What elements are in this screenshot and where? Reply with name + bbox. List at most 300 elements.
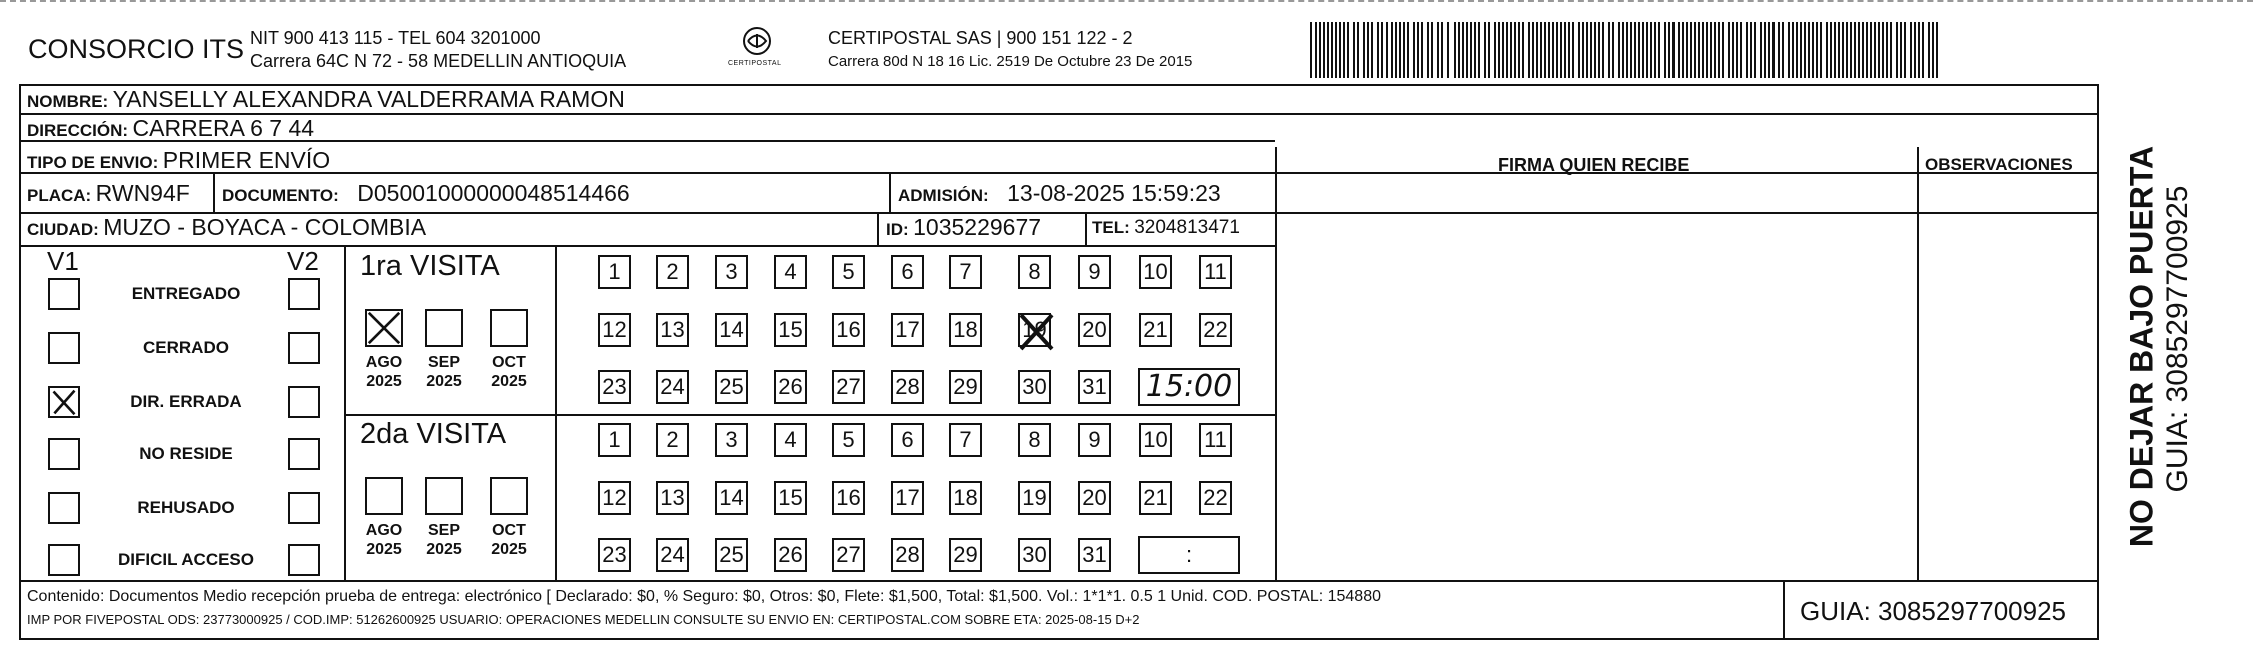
day-box[interactable]: 20: [1078, 313, 1111, 347]
v2-checkbox[interactable]: [288, 332, 320, 364]
barcode-bar: [1678, 22, 1680, 78]
v1-checkbox[interactable]: [48, 492, 80, 524]
tel-field: [1092, 217, 1240, 239]
barcode-bar: [1834, 22, 1836, 78]
barcode-bar: [1403, 22, 1405, 78]
day-box[interactable]: 27: [832, 370, 865, 404]
day-box[interactable]: 31: [1078, 370, 1111, 404]
barcode-bar: [1560, 22, 1562, 78]
month-checkbox[interactable]: [490, 309, 528, 347]
day-box[interactable]: 4: [774, 255, 807, 289]
barcode-bar: [1854, 22, 1856, 78]
top-edge-marks: [0, 0, 2253, 6]
barcode-bar: [1556, 22, 1558, 78]
month-label: OCT 2025: [491, 522, 527, 558]
day-box[interactable]: 27: [832, 538, 865, 572]
tipo-row: [27, 147, 330, 174]
barcode-bar: [1395, 22, 1397, 78]
barcode-bar: [1750, 22, 1752, 78]
barcode-bar: [1578, 22, 1580, 78]
barcode-bar: [1722, 22, 1724, 78]
barcode-bar: [1842, 22, 1844, 78]
status-label: REHUSADO: [137, 498, 235, 517]
month-checkbox[interactable]: [365, 309, 403, 347]
day-box[interactable]: 16: [832, 481, 865, 515]
documento-field: [222, 180, 630, 207]
day-box[interactable]: 15: [774, 481, 807, 515]
label-frame: [19, 84, 2099, 640]
barcode-bar: [1668, 22, 1670, 78]
barcode-bar: [1466, 22, 1468, 78]
barcode-bar: [1658, 22, 1660, 78]
divider: [19, 113, 2099, 115]
barcode-bar: [1694, 22, 1696, 78]
day-box[interactable]: 8: [1018, 423, 1051, 457]
barcode-bar: [1391, 22, 1393, 78]
month-label: SEP 2025: [426, 522, 462, 558]
day-box[interactable]: 25: [715, 538, 748, 572]
tel-value: 3204813471: [1134, 217, 1240, 238]
barcode-bar: [1371, 22, 1373, 78]
day-box[interactable]: 31: [1078, 538, 1111, 572]
v2-checkbox[interactable]: [288, 544, 320, 576]
barcode-bar: [1421, 22, 1423, 78]
barcode-bar: [1399, 22, 1401, 78]
day-box[interactable]: 24: [656, 538, 689, 572]
documento-value: D05001000000048514466: [357, 180, 630, 206]
barcode-bar: [1363, 22, 1365, 78]
barcode-bar: [1804, 22, 1806, 78]
barcode-bar: [1830, 22, 1832, 78]
day-box[interactable]: 8: [1018, 255, 1051, 289]
barcode-bar: [1474, 22, 1476, 78]
month-checkbox[interactable]: [490, 477, 528, 515]
documento-label: DOCUMENTO:: [222, 186, 339, 205]
day-x-mark: [1018, 313, 1055, 351]
placa-field: [27, 180, 190, 207]
barcode-bar: [1706, 22, 1708, 78]
barcode-bar: [1772, 22, 1775, 78]
placa-label: PLACA:: [27, 186, 92, 205]
barcode-bar: [1778, 22, 1780, 78]
barcode-bar: [1454, 22, 1456, 78]
barcode-bar: [1846, 22, 1848, 78]
barcode-bar: [1590, 22, 1592, 78]
day-box[interactable]: 30: [1018, 538, 1051, 572]
v2-checkbox[interactable]: [288, 278, 320, 310]
v1-checkbox[interactable]: [48, 438, 80, 470]
day-box[interactable]: 5: [832, 423, 865, 457]
barcode-bar: [1874, 22, 1876, 78]
barcode-bar: [1728, 22, 1730, 78]
day-box[interactable]: 23: [598, 370, 631, 404]
barcode-bar: [1582, 22, 1584, 78]
barcode-bar: [1718, 22, 1720, 78]
v2-label: V2: [287, 246, 319, 276]
barcode-bar: [1782, 22, 1784, 78]
barcode: [1310, 22, 1944, 78]
day-box[interactable]: 13: [656, 313, 689, 347]
barcode-bar: [1413, 22, 1415, 78]
day-box[interactable]: 26: [774, 370, 807, 404]
divider: [1275, 147, 1277, 580]
day-box[interactable]: 7: [949, 255, 982, 289]
barcode-bar: [1862, 22, 1864, 78]
barcode-bar: [1618, 22, 1620, 78]
ciudad-label: CIUDAD:: [27, 220, 99, 239]
barcode-bar: [1598, 22, 1600, 78]
nombre-label: NOMBRE:: [27, 92, 109, 111]
barcode-bar: [1377, 22, 1379, 78]
barcode-bar: [1698, 22, 1700, 78]
barcode-bar: [1514, 22, 1516, 78]
day-box[interactable]: 6: [891, 423, 924, 457]
barcode-bar: [1702, 22, 1704, 78]
barcode-bar: [1816, 22, 1818, 78]
divider: [1085, 212, 1087, 245]
day-box[interactable]: 23: [598, 538, 631, 572]
v2-checkbox[interactable]: [288, 492, 320, 524]
barcode-bar: [1568, 22, 1570, 78]
day-box[interactable]: 22: [1199, 481, 1232, 515]
barcode-bar: [1612, 22, 1614, 78]
barcode-bar: [1826, 22, 1828, 78]
barcode-bar: [1458, 22, 1460, 78]
v2-checkbox[interactable]: [288, 438, 320, 470]
barcode-bar: [1714, 22, 1716, 78]
side-guia: GUIA: 3085297700925: [2161, 185, 2194, 493]
barcode-bar: [1914, 22, 1916, 78]
day-box[interactable]: 11: [1199, 423, 1232, 457]
day-box[interactable]: 3: [715, 423, 748, 457]
barcode-bar: [1910, 22, 1912, 78]
barcode-bar: [1646, 22, 1648, 78]
divider: [1783, 580, 1785, 640]
barcode-bar: [1353, 22, 1355, 78]
day-box[interactable]: 19: [1018, 313, 1051, 347]
barcode-bar: [1928, 22, 1930, 78]
barcode-bar: [1564, 22, 1566, 78]
barcode-bar: [1932, 22, 1934, 78]
barcode-bar: [1323, 22, 1325, 78]
day-box[interactable]: 16: [832, 313, 865, 347]
day-box[interactable]: 6: [891, 255, 924, 289]
direccion-row: [27, 115, 314, 142]
barcode-bar: [1820, 22, 1822, 78]
barcode-bar: [1498, 22, 1500, 78]
barcode-bar: [1386, 22, 1388, 78]
month-label: OCT 2025: [491, 354, 527, 390]
status-label: CERRADO: [143, 338, 229, 357]
status-label: DIR. ERRADA: [130, 392, 242, 411]
barcode-bar: [1878, 22, 1880, 78]
divider: [19, 245, 1275, 247]
day-box[interactable]: 13: [656, 481, 689, 515]
barcode-bar: [1339, 22, 1341, 78]
day-box[interactable]: 12: [598, 313, 631, 347]
barcode-bar: [1347, 22, 1349, 78]
day-box[interactable]: 29: [949, 538, 982, 572]
barcode-bar: [1896, 22, 1898, 78]
barcode-bar: [1918, 22, 1920, 78]
barcode-bar: [1488, 22, 1490, 78]
barcode-bar: [1427, 22, 1429, 78]
placa-value: RWN94F: [95, 180, 190, 206]
barcode-bar: [1532, 22, 1534, 78]
side-notice: [2104, 84, 2194, 644]
barcode-bar: [1760, 22, 1762, 78]
barcode-bar: [1626, 22, 1628, 78]
day-box[interactable]: 21: [1139, 481, 1172, 515]
divider: [344, 245, 346, 580]
barcode-bar: [1594, 22, 1596, 78]
month-checkbox[interactable]: [425, 477, 463, 515]
day-box[interactable]: 5: [832, 255, 865, 289]
month-checkbox[interactable]: [365, 477, 403, 515]
barcode-bar: [1367, 22, 1369, 78]
month-label: AGO 2025: [365, 354, 403, 390]
divider: [889, 172, 891, 212]
barcode-bar: [1586, 22, 1588, 78]
divider: [555, 245, 557, 580]
day-box[interactable]: 4: [774, 423, 807, 457]
barcode-bar: [1381, 22, 1383, 78]
barcode-bar: [1808, 22, 1810, 78]
day-box[interactable]: 12: [598, 481, 631, 515]
status-label: DIFICIL ACCESO: [117, 550, 254, 569]
barcode-bar: [1800, 22, 1802, 78]
time-box[interactable]: :: [1138, 536, 1240, 574]
admision-label: ADMISIÓN:: [898, 186, 989, 205]
company-name: CONSORCIO ITS: [28, 34, 245, 64]
barcode-bar: [1682, 22, 1684, 78]
barcode-bar: [1536, 22, 1538, 78]
barcode-bar: [1319, 22, 1321, 78]
direccion-label: DIRECCIÓN:: [27, 121, 129, 140]
barcode-bar: [1310, 22, 1312, 78]
day-box[interactable]: 29: [949, 370, 982, 404]
day-box[interactable]: 1: [598, 255, 631, 289]
barcode-bar: [1510, 22, 1512, 78]
barcode-bar: [1552, 22, 1554, 78]
barcode-bar: [1572, 22, 1574, 78]
barcode-bar: [1622, 22, 1624, 78]
barcode-bar: [1866, 22, 1868, 78]
nombre-row: [27, 86, 625, 113]
barcode-bar: [1672, 22, 1675, 78]
v1-checkbox[interactable]: [48, 386, 80, 418]
barcode-bar: [1331, 22, 1333, 78]
barcode-bar: [1792, 22, 1794, 78]
id-value: 1035229677: [913, 214, 1042, 240]
barcode-bar: [1788, 22, 1790, 78]
logo-lettering: CERTIPOSTAL: [728, 60, 782, 67]
id-field: [886, 214, 1041, 241]
barcode-bar: [1470, 22, 1472, 78]
barcode-bar: [1886, 22, 1888, 78]
nombre-value: YANSELLY ALEXANDRA VALDERRAMA RAMON: [112, 86, 625, 112]
month-label: SEP 2025: [426, 354, 462, 390]
barcode-bar: [1343, 22, 1345, 78]
day-box[interactable]: 15: [774, 313, 807, 347]
barcode-bar: [1407, 22, 1409, 78]
footer-impresion: IMP POR FIVEPOSTAL ODS: 23773000925 / COD.IMP: 51262600925 USUARIO: OPERACIONES MEDELLIN CONSULTE SU ENVIO EN: CERTIPOSTAL.COM SOBRE ETA: 2025-08-15 D+2: [27, 612, 1140, 627]
ciudad-value: MUZO - BOYACA - COLOMBIA: [103, 214, 427, 240]
barcode-bar: [1357, 22, 1359, 78]
barcode-bar: [1327, 22, 1329, 78]
tipo-value: PRIMER ENVÍO: [162, 147, 331, 173]
company-address: Carrera 64C N 72 - 58 MEDELLIN ANTIOQUIA: [250, 51, 627, 71]
day-box[interactable]: 10: [1139, 423, 1172, 457]
barcode-bar: [1796, 22, 1798, 78]
status-label: ENTREGADO: [131, 284, 241, 303]
barcode-bar: [1664, 22, 1666, 78]
certipostal-logo: [724, 24, 790, 74]
day-box[interactable]: 24: [656, 370, 689, 404]
barcode-bar: [1850, 22, 1852, 78]
footer-guia: GUIA: 3085297700925: [1800, 596, 2066, 626]
id-label: ID:: [886, 220, 909, 239]
no-dejar-bajo-puerta: NO DEJAR BAJO PUERTA: [2123, 145, 2160, 548]
day-box[interactable]: 17: [891, 313, 924, 347]
barcode-bar: [1890, 22, 1892, 78]
day-box[interactable]: 9: [1078, 255, 1111, 289]
barcode-bar: [1754, 22, 1756, 78]
barcode-bar: [1522, 22, 1524, 78]
barcode-bar: [1740, 22, 1742, 78]
company-nit-tel: NIT 900 413 115 - TEL 604 3201000: [250, 28, 541, 48]
barcode-bar: [1736, 22, 1738, 78]
barcode-bar: [1746, 22, 1748, 78]
barcode-bar: [1812, 22, 1814, 78]
visit-2-title: 2da VISITA: [360, 418, 507, 450]
barcode-bar: [1494, 22, 1496, 78]
barcode-bar: [1922, 22, 1924, 78]
direccion-value: CARRERA 6 7 44: [132, 115, 315, 141]
barcode-bar: [1528, 22, 1530, 78]
divider: [213, 172, 215, 212]
day-box[interactable]: 10: [1139, 255, 1172, 289]
v2-checkbox[interactable]: [288, 386, 320, 418]
barcode-bar: [1502, 22, 1504, 78]
status-label: NO RESIDE: [139, 444, 233, 463]
day-box[interactable]: 11: [1199, 255, 1232, 289]
v1-checkbox[interactable]: [48, 332, 80, 364]
barcode-bar: [1484, 22, 1486, 78]
observaciones-label: OBSERVACIONES: [1925, 155, 2073, 174]
day-box[interactable]: 28: [891, 370, 924, 404]
barcode-bar: [1315, 22, 1317, 78]
day-box[interactable]: 3: [715, 255, 748, 289]
barcode-bar: [1431, 22, 1433, 78]
day-box[interactable]: 2: [656, 423, 689, 457]
barcode-bar: [1764, 22, 1766, 78]
barcode-bar: [1518, 22, 1520, 78]
day-box[interactable]: 22: [1199, 313, 1232, 347]
barcode-bar: [1478, 22, 1480, 78]
barcode-bar: [1710, 22, 1712, 78]
barcode-bar: [1447, 22, 1449, 78]
divider: [1917, 147, 1919, 580]
divider: [344, 414, 1275, 416]
barcode-bar: [1686, 22, 1688, 78]
barcode-bar: [1654, 22, 1656, 78]
barcode-bar: [1732, 22, 1734, 78]
day-box[interactable]: 19: [1018, 481, 1051, 515]
barcode-bar: [1900, 22, 1902, 78]
day-box[interactable]: 7: [949, 423, 982, 457]
barcode-bar: [1544, 22, 1546, 78]
day-box[interactable]: 25: [715, 370, 748, 404]
v1-checkbox[interactable]: [48, 278, 80, 310]
month-checkbox[interactable]: [425, 309, 463, 347]
day-box[interactable]: 2: [656, 255, 689, 289]
divider: [19, 172, 2099, 174]
barcode-bar: [1838, 22, 1840, 78]
day-box[interactable]: 21: [1139, 313, 1172, 347]
day-box[interactable]: 18: [949, 313, 982, 347]
barcode-bar: [1858, 22, 1860, 78]
v1-label: V1: [47, 246, 79, 276]
barcode-bar: [1634, 22, 1636, 78]
day-box[interactable]: 14: [715, 313, 748, 347]
month-label: AGO 2025: [365, 522, 403, 558]
barcode-bar: [1602, 22, 1604, 78]
footer-contenido: Contenido: Documentos Medio recepción prueba de entrega: electrónico [ Declarado: $0, % Seguro: $0, Otros: $0, Flete: $1,500, Total: $1,500. Vol.: 1*1*1. 0.5 1 Unid. COD. POSTAL: 154880: [27, 588, 1381, 605]
barcode-bar: [1882, 22, 1884, 78]
time-box[interactable]: 15:00: [1138, 368, 1240, 406]
barcode-bar: [1870, 22, 1872, 78]
visit-1-title: 1ra VISITA: [360, 250, 500, 282]
firma-label: FIRMA QUIEN RECIBE: [1498, 155, 1690, 175]
divider: [19, 580, 2099, 582]
barcode-bar: [1462, 22, 1464, 78]
day-box[interactable]: 14: [715, 481, 748, 515]
tipo-label: TIPO DE ENVIO:: [27, 153, 159, 172]
carrier-address: Carrera 80d N 18 16 Lic. 2519 De Octubre 23 De 2015: [828, 53, 1193, 70]
day-box[interactable]: 18: [949, 481, 982, 515]
barcode-bar: [1335, 22, 1337, 78]
day-box[interactable]: 20: [1078, 481, 1111, 515]
day-box[interactable]: 9: [1078, 423, 1111, 457]
tel-label: TEL:: [1092, 218, 1130, 237]
barcode-bar: [1608, 22, 1610, 78]
carrier-name: CERTIPOSTAL SAS | 900 151 122 - 2: [828, 28, 1133, 48]
barcode-bar: [1548, 22, 1550, 78]
day-box[interactable]: 17: [891, 481, 924, 515]
day-box[interactable]: 30: [1018, 370, 1051, 404]
barcode-bar: [1417, 22, 1419, 78]
barcode-bar: [1904, 22, 1906, 78]
barcode-bar: [1690, 22, 1692, 78]
barcode-bar: [1650, 22, 1652, 78]
barcode-bar: [1638, 22, 1640, 78]
day-box[interactable]: 26: [774, 538, 807, 572]
barcode-bar: [1441, 22, 1443, 78]
barcode-bar: [1506, 22, 1508, 78]
day-box[interactable]: 1: [598, 423, 631, 457]
barcode-bar: [1642, 22, 1644, 78]
barcode-bar: [1936, 22, 1938, 78]
admision-value: 13-08-2025 15:59:23: [1007, 180, 1221, 206]
barcode-bar: [1437, 22, 1439, 78]
day-box[interactable]: 28: [891, 538, 924, 572]
admision-field: [898, 180, 1221, 207]
v1-checkbox[interactable]: [48, 544, 80, 576]
barcode-bar: [1630, 22, 1632, 78]
barcode-bar: [1768, 22, 1770, 78]
divider: [877, 212, 879, 245]
